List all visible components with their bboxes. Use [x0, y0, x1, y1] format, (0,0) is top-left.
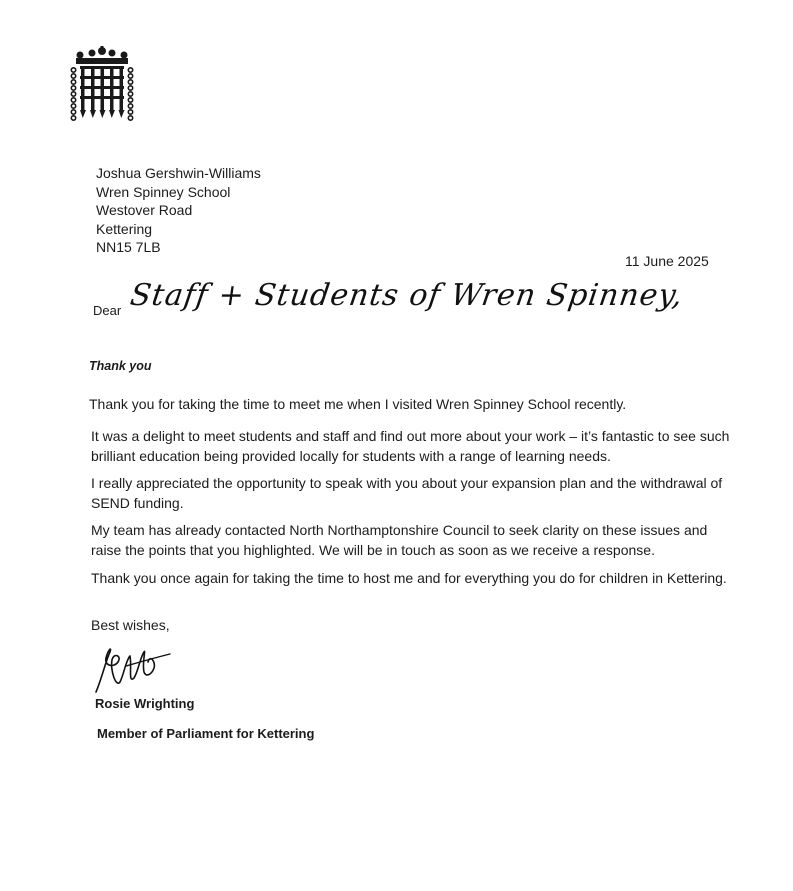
body-paragraph: My team has already contacted North Northamptonshire Council to seek clarity on these issues and raise the points that you highlighted. We will be in touch as soon as we receive a response. [91, 522, 708, 558]
sender-name: Rosie Wrighting [95, 696, 195, 711]
salutation-handwritten: Staff + Students of Wren Spinney, [128, 278, 686, 313]
signoff: Best wishes, [91, 617, 170, 633]
sender-title: Member of Parliament for Kettering [97, 726, 315, 741]
recipient-school: Wren Spinney School [96, 183, 231, 200]
recipient-address [96, 164, 261, 257]
handwritten-signature [92, 638, 172, 696]
letter-date: 11 June 2025 [625, 253, 709, 269]
letter-subject: Thank you [89, 359, 152, 373]
recipient-postcode: NN15 7LB [96, 239, 161, 255]
portcullis-crest-icon [70, 46, 134, 124]
recipient-street: Westover Road [96, 202, 193, 218]
body-paragraph: Thank you once again for taking the time to host me and for everything you do for children in Kettering. [91, 570, 727, 586]
body-paragraph: I really appreciated the opportunity to speak with you about your expansion plan and the withdrawal of SEND funding. [91, 475, 723, 511]
recipient-town: Kettering [96, 220, 153, 237]
salutation-prefix: Dear [93, 303, 122, 318]
recipient-name: Joshua Gershwin-Williams [96, 165, 261, 181]
body-paragraph: It was a delight to meet students and staff and find out more about your work – it’s fantastic to see such brilliant education being provided locally for students with a range of learning needs. [91, 428, 730, 464]
body-paragraph: Thank you for taking the time to meet me when I visited Wren Spinney School recently. [89, 396, 627, 412]
